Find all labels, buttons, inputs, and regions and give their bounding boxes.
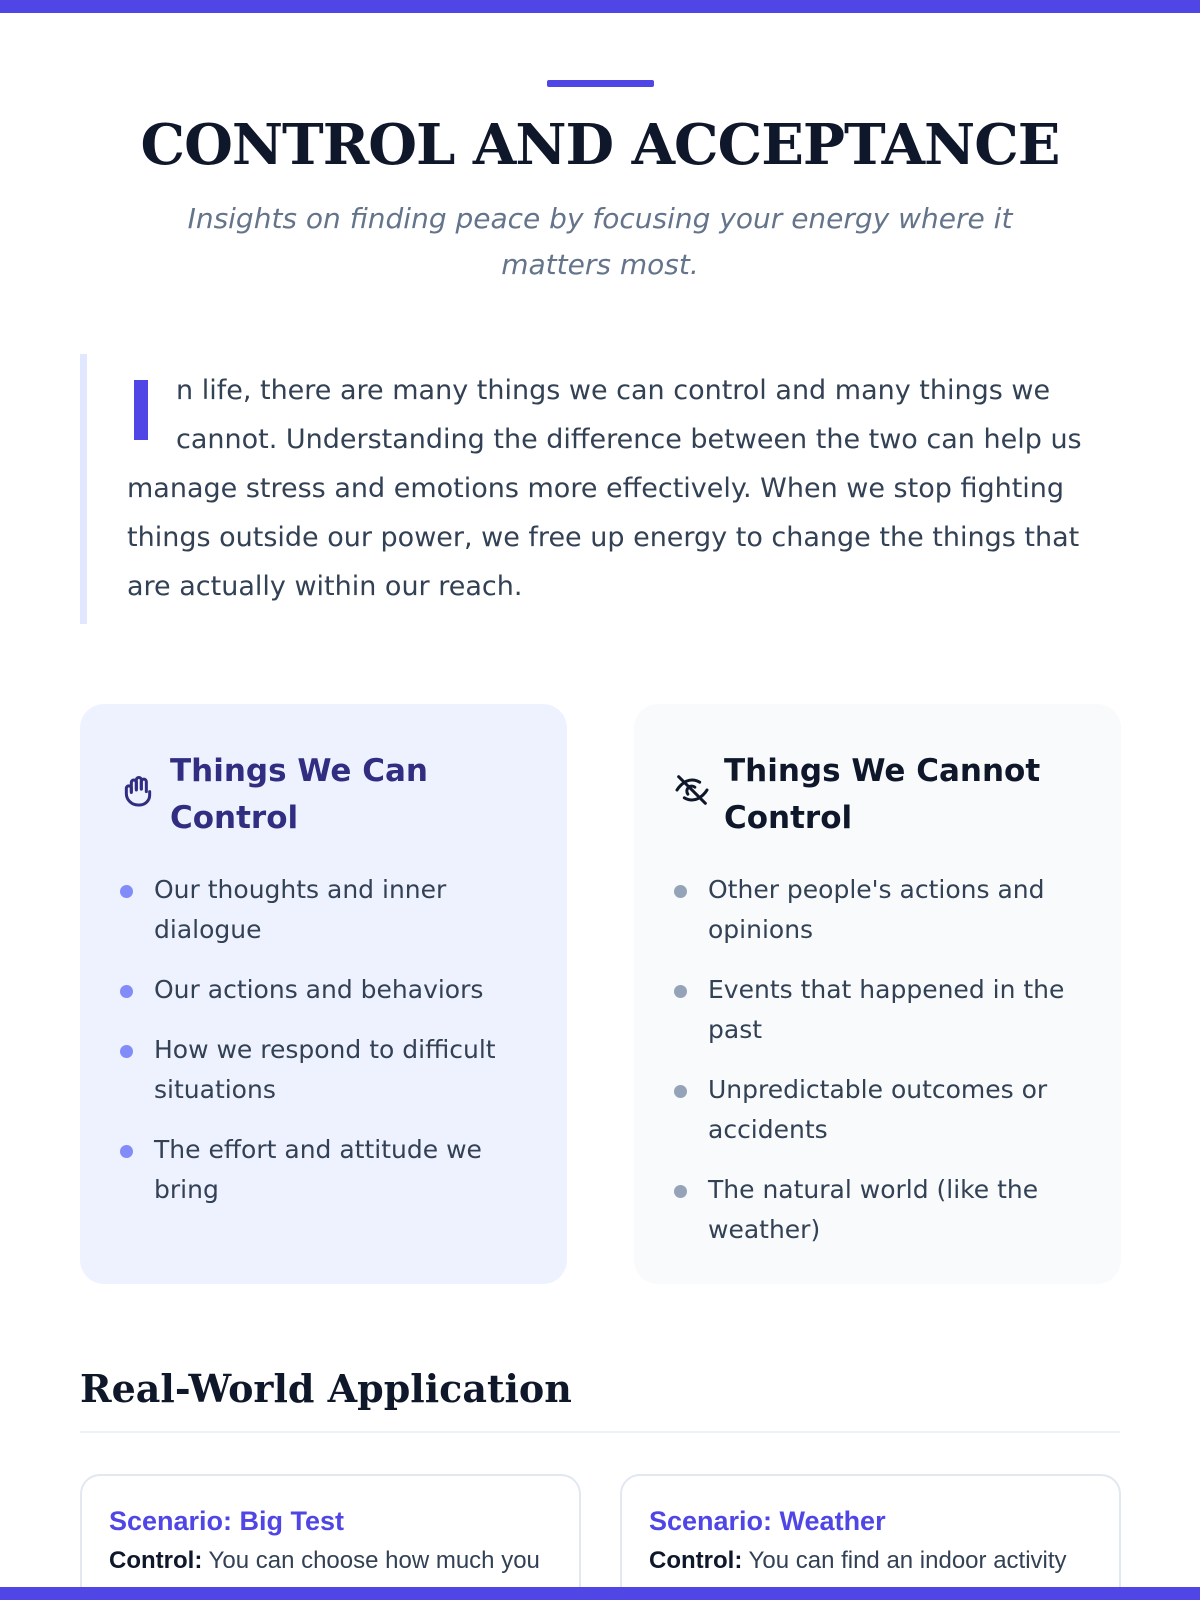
can-control-card xyxy=(80,704,567,1284)
scenario-control-text: You can find an indoor activity xyxy=(748,1547,1067,1574)
list-item: How we respond to difficult situations xyxy=(118,1030,529,1110)
list-item: Our thoughts and inner dialogue xyxy=(118,870,529,950)
cannot-control-header xyxy=(672,748,1083,842)
title-accent-line xyxy=(547,80,654,87)
list-item: Other people's actions and opinions xyxy=(672,870,1083,950)
section-title: Real-World Application xyxy=(80,1366,572,1411)
page-subtitle: Insights on finding peace by focusing your energy where it matters most. xyxy=(187,202,1013,281)
top-accent-bar xyxy=(0,0,1200,13)
list-item: Unpredictable outcomes or accidents xyxy=(672,1070,1083,1150)
scenario-title: Scenario: Big Test xyxy=(109,1506,345,1536)
scenario-card xyxy=(620,1474,1121,1600)
scenario-control-label: Control: xyxy=(109,1547,203,1574)
scenario-card xyxy=(80,1474,581,1600)
eye-off-icon xyxy=(672,770,712,810)
list-item: The effort and attitude we bring xyxy=(118,1130,529,1210)
intro-text: n life, there are many things we can control and many things we cannot. Understanding the difference between the two can help us manage stress and emotions more effectively. When we stop fighting things outside our power, we free up energy to change the things that are actually within our reach. xyxy=(127,375,1082,602)
intro-quote xyxy=(80,354,1120,624)
intro-paragraph xyxy=(127,366,1120,611)
list-item: The natural world (like the weather) xyxy=(672,1170,1083,1250)
list-item: Our actions and behaviors xyxy=(118,970,529,1010)
scenario-text xyxy=(649,1547,1092,1575)
hand-icon xyxy=(118,770,158,810)
section-divider xyxy=(80,1431,1120,1433)
can-control-title: Things We Can Control xyxy=(170,753,428,836)
cannot-control-card xyxy=(634,704,1121,1284)
scenario-control-text: You can choose how much you xyxy=(208,1547,540,1574)
scenario-control-label: Control: xyxy=(649,1547,743,1574)
cannot-control-list xyxy=(672,870,1083,1250)
scenario-text xyxy=(109,1547,552,1575)
scenario-title: Scenario: Weather xyxy=(649,1506,886,1536)
can-control-header xyxy=(118,748,529,842)
can-control-list xyxy=(118,870,529,1210)
page-title: CONTROL AND ACCEPTANCE xyxy=(140,112,1060,178)
list-item: Events that happened in the past xyxy=(672,970,1083,1050)
dropcap-letter xyxy=(134,380,148,440)
bottom-accent-bar xyxy=(0,1587,1200,1600)
cannot-control-title: Things We Cannot Control xyxy=(724,753,1041,836)
